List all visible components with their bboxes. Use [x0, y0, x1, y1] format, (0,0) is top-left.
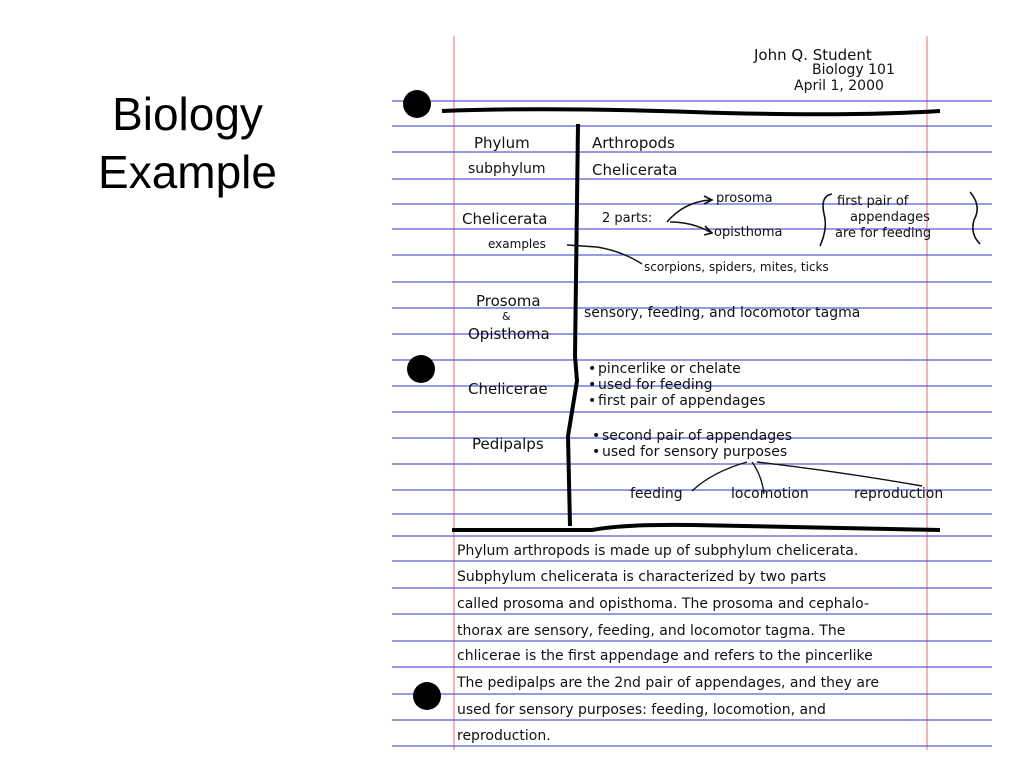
- bullet-dot: •: [592, 444, 601, 460]
- branch-line-reproduction: [757, 462, 922, 486]
- bracket-right: [970, 192, 980, 244]
- term-subphylum: subphylum: [468, 161, 546, 177]
- header-divider: [442, 109, 940, 114]
- bullet-dot: •: [592, 428, 601, 444]
- summary-line: thorax are sensory, feeding, and locomotor tagma. The: [457, 623, 846, 639]
- note-subphylum: Chelicerata: [592, 161, 678, 179]
- chelicerae-bullet-1: pincerlike or chelate: [598, 361, 741, 377]
- summary-line: Subphylum chelicerata is characterized by two parts: [457, 569, 827, 585]
- examples-text: scorpions, spiders, mites, ticks: [644, 260, 829, 274]
- pedipalps-bullet-1: second pair of appendages: [602, 428, 792, 444]
- slide-title-line1: Biology: [112, 88, 263, 140]
- chelicerata-part-prosoma: prosoma: [716, 191, 773, 206]
- arrow-to-opisthoma: [670, 222, 710, 232]
- binder-hole-top: [403, 90, 431, 118]
- chelicerae-bullet-3: first pair of appendages: [598, 393, 766, 409]
- branch-feeding: feeding: [630, 486, 683, 502]
- bracket-note-line3: are for feeding: [835, 226, 932, 241]
- summary-divider: [452, 525, 940, 530]
- note-prosoma: sensory, feeding, and locomotor tagma: [584, 305, 861, 321]
- bullet-dot: •: [588, 393, 597, 409]
- term-prosoma: Prosoma: [476, 292, 541, 310]
- binder-hole-middle: [407, 355, 435, 383]
- summary-line: chlicerae is the first appendage and refers to the pincerlike: [457, 648, 873, 664]
- summary-line: reproduction.: [457, 728, 551, 744]
- slide-title: [60, 85, 315, 201]
- term-opisthoma: Opisthoma: [468, 325, 550, 343]
- pedipalps-bullet-2: used for sensory purposes: [602, 444, 788, 460]
- bullet-dot: •: [588, 377, 597, 393]
- bracket-note-line2: appendages: [850, 210, 930, 225]
- bracket-left: [820, 194, 832, 246]
- summary-line: The pedipalps are the 2nd pair of appendages, and they are: [457, 675, 880, 691]
- bullet-dot: •: [588, 361, 597, 377]
- chelicerata-parts-label: 2 parts:: [602, 211, 653, 226]
- bracket-note-line1: first pair of: [837, 194, 909, 209]
- term-chelicerata: Chelicerata: [462, 210, 548, 228]
- term-chelicerae: Chelicerae: [468, 380, 548, 398]
- arrow-to-prosoma: [667, 200, 710, 222]
- term-pedipalps: Pedipalps: [472, 435, 544, 453]
- term-phylum: Phylum: [474, 134, 530, 152]
- column-divider: [568, 124, 578, 526]
- examples-label: examples: [488, 237, 546, 251]
- note-date: April 1, 2000: [794, 78, 884, 94]
- term-prosoma-amp: &: [502, 310, 511, 323]
- branch-locomotion: locomotion: [731, 486, 809, 502]
- summary-line: Phylum arthropods is made up of subphylum chelicerata.: [457, 543, 859, 559]
- slide-title-line2: Example: [98, 146, 277, 198]
- chelicerae-bullet-2: used for feeding: [598, 377, 713, 393]
- note-phylum: Arthropods: [592, 134, 675, 152]
- branch-reproduction: reproduction: [854, 486, 944, 502]
- student-name: John Q. Student: [754, 46, 872, 64]
- binder-hole-bottom: [413, 682, 441, 710]
- notebook-page-image: [392, 36, 992, 750]
- summary-line: called prosoma and opisthoma. The prosoma and cephalo-: [457, 596, 870, 612]
- summary-line: used for sensory purposes: feeding, locomotion, and: [457, 702, 826, 718]
- course-name: Biology 101: [812, 62, 895, 78]
- chelicerata-part-opisthoma: opisthoma: [714, 225, 783, 240]
